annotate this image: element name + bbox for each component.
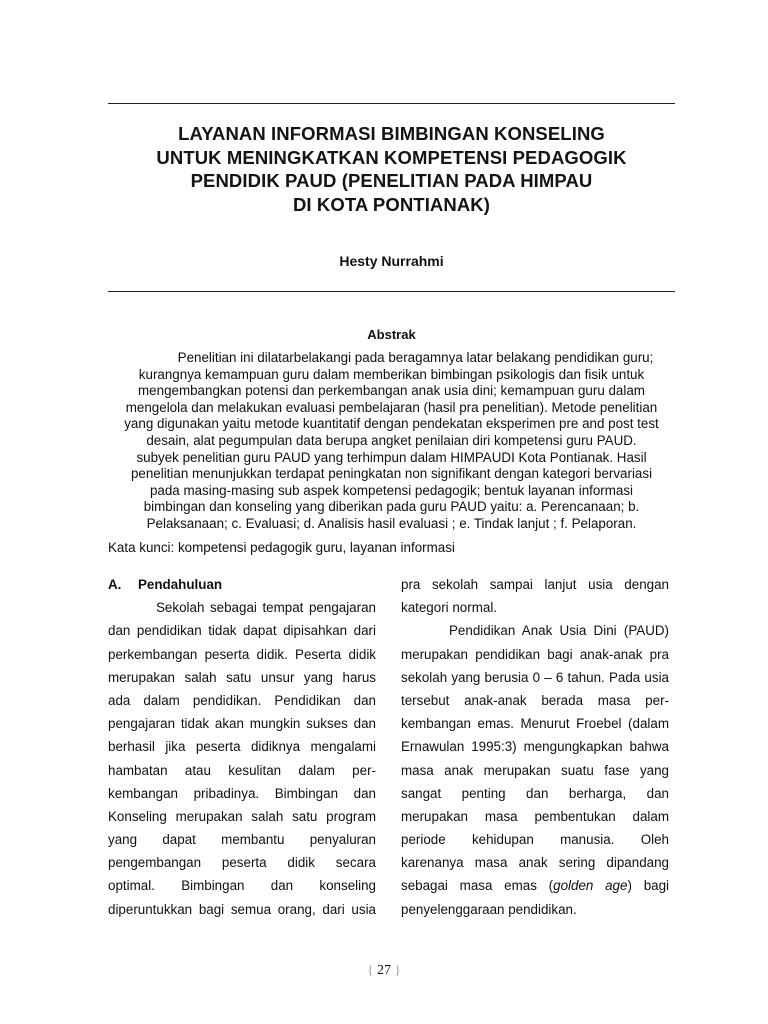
title-line: PENDIDIK PAUD (PENELITIAN PADA HIMPAU	[190, 170, 593, 191]
footer-open-brace: {	[367, 962, 374, 977]
abstract-line: Penelitian ini dilatarbelakangi pada beragamnya latar belakang pendidikan guru;	[177, 350, 654, 365]
abstract-line: Pelaksanaan; c. Evaluasi; d. Analisis hasil evaluasi ; e. Tindak lanjut ; f. Pelaporan.	[146, 515, 637, 531]
italic-term: golden age	[553, 878, 628, 894]
keywords: Kata kunci: kompetensi pedagogik guru, layanan informasi	[108, 540, 455, 555]
title-line: UNTUK MENINGKATKAN KOMPETENSI PEDAGOGIK	[156, 146, 627, 168]
left-column	[108, 573, 376, 921]
body-line: diperuntukkan bagi semua orang, dari usia	[108, 901, 376, 917]
page-number: 27	[377, 963, 391, 978]
body-line: dan pendidikan tidak dapat dipisahkan dari	[108, 623, 376, 639]
body-line: kembangan pribadinya. Bimbingan dan	[108, 785, 376, 801]
body-line: periode kehidupan manusia. Oleh	[401, 832, 669, 848]
abstract-body	[110, 350, 673, 533]
title-line: LAYANAN INFORMASI BIMBINGAN KONSELING	[178, 123, 605, 144]
body-line: hambatan atau kesulitan dalam per-	[108, 762, 376, 778]
abstract-line: bimbingan dan konseling yang diberikan pada guru PAUD yaitu: a. Perencanaan; b.	[143, 499, 640, 515]
paper-title	[108, 122, 675, 216]
abstract-heading: Abstrak	[367, 327, 416, 342]
body-line: Sekolah sebagai tempat pengajaran	[156, 600, 376, 616]
body-line: masa anak merupakan suatu fase yang	[401, 762, 669, 778]
body-line: kembangan emas. Menurut Froebel (dalam	[401, 716, 669, 732]
section-title: Pendahuluan	[138, 577, 223, 592]
body-line: merupakan salah satu unsur yang harus	[108, 669, 376, 685]
abstract-line: kurangnya kemampuan guru dalam memberikan bimbingan psikologis dan fisik untuk	[138, 366, 645, 382]
author-name: Hesty Nurrahmi	[339, 253, 444, 269]
body-line: sangat penting dan berharga, dan	[401, 785, 669, 801]
right-column	[401, 573, 669, 921]
title-line: DI KOTA PONTIANAK)	[292, 193, 491, 215]
body-line: pengajaran tidak akan mungkin sukses dan	[108, 716, 376, 732]
body-line: ada dalam pendidikan. Pendidikan dan	[108, 692, 376, 708]
body-line: sekolah yang berusia 0 – 6 tahun. Pada usia	[401, 669, 669, 685]
top-rule	[108, 103, 675, 104]
section-number: A.	[108, 577, 122, 592]
body-line: Ernawulan 1995:3) mengungkapkan bahwa	[401, 739, 669, 755]
body-line: pengembangan peserta didik secara	[108, 855, 376, 871]
body-line: kategori normal.	[401, 600, 498, 616]
abstract-line: yang digunakan yaitu metode kuantitatif dengan pendekatan eksperimen pre and post test	[124, 416, 659, 432]
body-line: perkembangan peserta didik. Peserta didik	[108, 646, 376, 662]
body-line: yang dapat membantu penyaluran	[108, 832, 376, 848]
body-line: tersebut anak-anak berada masa per-	[401, 692, 669, 708]
body-line: pra sekolah sampai lanjut usia dengan	[401, 577, 669, 592]
body-line: Pendidikan Anak Usia Dini (PAUD)	[449, 623, 669, 639]
abstract-line: pada masing-masing sub aspek kompetensi pedagogik; bentuk layanan informasi	[149, 482, 634, 498]
text-fragment: sebagai masa emas (	[401, 878, 554, 894]
page-footer	[0, 961, 768, 980]
abstract-line: mengembangkan potensi dan perkembangan anak usia dini; kemampuan guru dalam	[138, 383, 645, 399]
body-line: berhasil jika peserta didiknya mengalami	[108, 739, 376, 755]
body-line: optimal. Bimbingan dan konseling	[108, 878, 376, 894]
body-line: karenanya masa anak sering dipandang	[401, 855, 669, 871]
abstract-line: mengelola dan melakukan evaluasi pembelajaran (hasil pra penelitian). Metode penelitian	[125, 399, 658, 415]
body-line-golden-age	[401, 874, 669, 897]
body-line: merupakan pendidikan bagi anak-anak pra	[401, 646, 669, 662]
header-rule	[108, 291, 675, 292]
abstract-line: penelitian menunjukkan terdapat peningkatan non signifikant dengan kategori bervariasi	[130, 466, 653, 482]
body-line: merupakan masa pembentukan dalam	[401, 808, 669, 824]
abstract-line: desain, alat pegumpulan data berupa angket penilaian diri kompetensi guru PAUD.	[146, 432, 637, 448]
abstract-line: subyek penelitian guru PAUD yang terhimpun dalam HIMPAUDI Kota Pontianak. Hasil	[136, 449, 647, 465]
section-heading	[108, 573, 376, 596]
text-fragment: ) bagi	[627, 878, 670, 894]
body-line: Konseling merupakan salah satu program	[108, 808, 376, 824]
body-line: penyelenggaraan pendidikan.	[401, 901, 577, 917]
footer-close-brace: }	[394, 962, 401, 977]
